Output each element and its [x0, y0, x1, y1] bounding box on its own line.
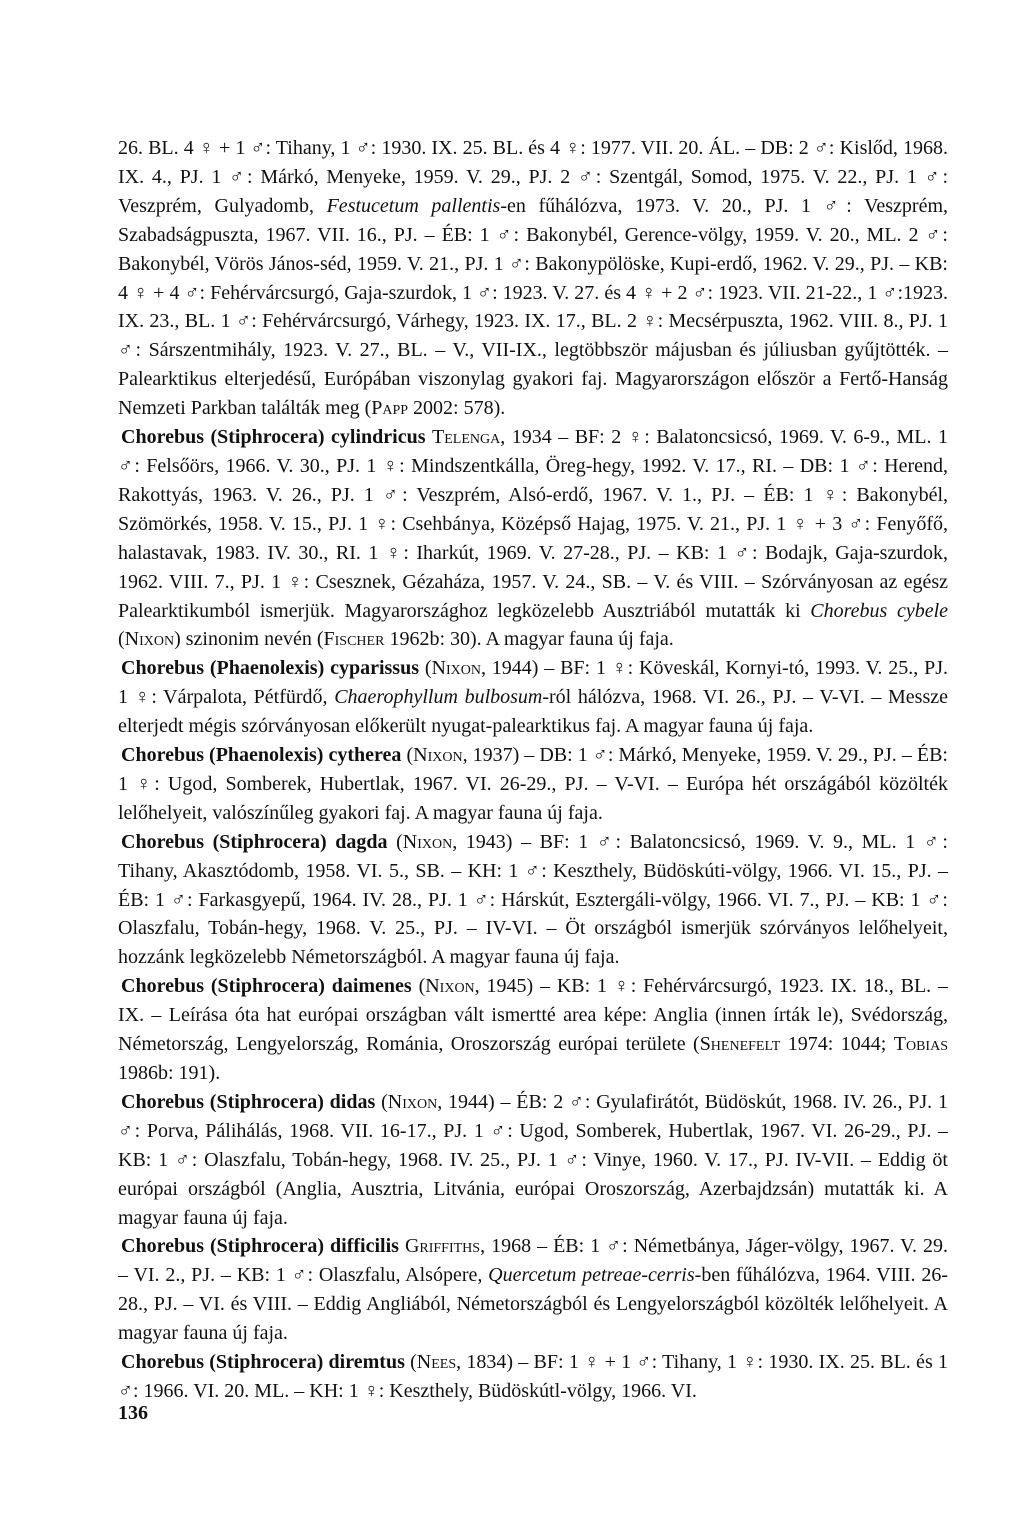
species-name: Chorebus (Phaenolexis) cytherea [121, 744, 402, 767]
text-run: 2002: 578). [408, 397, 506, 420]
author-name: Nixon [124, 628, 175, 651]
text-run: ) szinonim nevén ( [174, 628, 324, 651]
species-name: Chorebus (Stiphrocera) dagda [121, 830, 388, 853]
text-run: 1974: 1044; [780, 1033, 894, 1056]
text-run: ( [419, 657, 432, 680]
text-run: , 1937) – DB: 1 ♂: Márkó, Menyeke, 1959. V. 29., PJ. – ÉB: 1 ♀: Ugod, Somberek, Hubertlak, 1967. VI. 26-29., PJ. – V-VI. – Európa hét országából közölték lelőhelyeit, valószínűleg gyakori faj. A magyar fauna új faja. [118, 744, 948, 824]
text-run: , 1945) – KB: 1 ♀: Fehérvárcsurgó, 1923. IX. 18., BL. – IX. – Leírása óta hat európai országban vált ismertté area képe: Anglia (innen írták le), Svédország, Németország, Lengyelország, Románia, Oroszország európai területe ( [118, 975, 948, 1056]
species-entry [118, 972, 948, 1088]
text-run: ( [401, 744, 414, 767]
author-name: Papp [371, 397, 409, 420]
species-entry [118, 1088, 948, 1233]
italic-term: Chaerophyllum bulbosum [334, 686, 543, 709]
text-run: , 1944) – BF: 1 ♀: Köveskál, Kornyi-tó, 1993. V. 25., PJ. 1 ♀: Várpalota, Pétfürdő, [118, 657, 948, 709]
species-name: Chorebus (Stiphrocera) diremtus [121, 1351, 405, 1374]
species-entry [118, 741, 948, 828]
text-run: , 1968 – ÉB: 1 ♂: Németbánya, Jáger-völgy, 1967. V. 29. – VI. 2., PJ. – KB: 1 ♂: Olaszfalu, Alsópere, [118, 1235, 949, 1287]
species-entry [118, 828, 948, 973]
text-run: 1986b: 191). [118, 1062, 221, 1084]
text-run: -en fűhálózva, 1973. V. 20., PJ. 1 ♂: Veszprém, Szabadságpuszta, 1967. VII. 16., PJ. – ÉB: 1 ♂: Bakonybél, Gerence-völgy, 1959. V. 20., ML. 2 ♂: Bakonybél, Vörös János-séd, 1959. V. 21., PJ. 1 ♂: Bakonypölöske, Kupi-erdő, 1962. V. 29., PJ. – KB: 4 ♀ + 4 ♂: Fehérvárcsurgó, Gaja-szurdok, 1 ♂: 1923. V. 27. és 4 ♀ + 2 ♂: 1923. VII. 21-22., 1 ♂:1923. IX. 23., BL. 1 ♂: Fehérvárcsurgó, Várhegy, 1923. IX. 17., BL. 2 ♀: Mecsérpuszta, 1962. VIII. 8., PJ. 1 ♂: Sárszentmihály, 1923. V. 27., BL. – V., VII-IX., legtöbbször májusban és júliusban gyűjtötték. – Palearktikus elterjedésű, Európában viszonylag gyakori faj. Magyarországon először a Fertő-Hanság Nemzeti Parkban találták meg ( [118, 194, 949, 420]
species-entry [118, 423, 948, 654]
author-name: Fischer [323, 628, 385, 651]
text-run: -ben fűhálózva, 1964. VIII. 26-28., PJ. – VI. és VIII. – Eddig Angliából, Németországból és Lengyelországból közölték lelőhelyeit. A magyar fauna új faja. [118, 1264, 948, 1345]
author-name: Nixon [431, 657, 481, 680]
author-name: Nees [416, 1351, 457, 1374]
author-name: Tobias [893, 1033, 948, 1056]
author-name: Nixon [387, 1090, 438, 1113]
text-run: 1962b: 30). A magyar fauna új faja. [384, 628, 674, 651]
species-entry [118, 1232, 948, 1348]
italic-term: Quercetum petreae-cerris [488, 1264, 695, 1287]
text-run: ( [375, 1090, 388, 1113]
species-name: Chorebus (Stiphrocera) cylindricus [121, 426, 426, 449]
text-run: ( [411, 975, 426, 998]
author-name: Nixon [402, 830, 453, 853]
italic-term: Festucetum pallentis [326, 194, 501, 217]
text-run: , 1944) – ÉB: 2 ♂: Gyulafirátót, Büdöskút, 1968. IV. 26., PJ. 1 ♂: Porva, Pálihálás, 1968. VII. 16-17., PJ. 1 ♂: Ugod, Somberek, Hubertlak, 1967. VI. 26-29., PJ. – KB: 1 ♂: Olaszfalu, Tobán-hegy, 1968. IV. 25., PJ. 1 ♂: Vinye, 1960. V. 17., PJ. IV-VII. – Eddig öt európai országból (Anglia, Ausztria, Litvánia, európai Oroszország, Azerbajdzsán) mutatták ki. A magyar fauna új faja. [118, 1090, 948, 1229]
author-name: Telenga [432, 426, 501, 449]
text-run: ( [118, 628, 125, 651]
page-number: 136 [118, 1402, 148, 1424]
author-name: Nixon [425, 975, 475, 998]
text-run: , 1934 – BF: 2 ♀: Balatoncsicsó, 1969. V. 6-9., ML. 1 ♂: Felsőörs, 1966. V. 30., PJ. 1 ♀: Mindszentkálla, Öreg-hegy, 1992. V. 17., RI. – DB: 1 ♂: Herend, Rakottyás, 1963. V. 26., PJ. 1 ♂: Veszprém, Alsó-erdő, 1967. V. 1., PJ. – ÉB: 1 ♀: Bakonybél, Szömörkés, 1958. V. 15., PJ. 1 ♀: Csehbánya, Középső Hajag, 1975. V. 21., PJ. 1 ♀ + 3 ♂: Fenyőfő, halastavak, 1983. IV. 30., RI. 1 ♀: Iharkút, 1969. V. 27-28., PJ. – KB: 1 ♂: Bodajk, Gaja-szurdok, 1962. VIII. 7., PJ. 1 ♀: Csesznek, Gézaháza, 1957. V. 24., SB. – V. és VIII. – Szórványosan az egész Palearktikumból ismerjük. Magyarországhoz legközelebb Ausztriából mutatták ki [118, 426, 949, 622]
species-name: Chorebus (Phaenolexis) cyparissus [121, 657, 419, 680]
species-name: Chorebus (Stiphrocera) didas [121, 1090, 376, 1113]
continuation-paragraph [118, 134, 948, 423]
species-name: Chorebus (Stiphrocera) daimenes [121, 975, 412, 998]
species-name: Chorebus (Stiphrocera) difficilis [121, 1235, 399, 1258]
italic-term: Chorebus cybele [810, 599, 949, 622]
text-run: , 1834) – BF: 1 ♀ + 1 ♂: Tihany, 1 ♀: 1930. IX. 25. BL. és 1 ♂: 1966. VI. 20. ML. – KH: 1 ♀: Keszthely, Büdöskútl-völgy, 1966. VI. [118, 1351, 948, 1402]
species-entry [118, 1348, 948, 1406]
species-entry [118, 654, 948, 741]
author-name: Nixon [413, 744, 463, 767]
author-name: Shenefelt [699, 1033, 781, 1056]
text-run: 26. BL. 4 ♀ + 1 ♂: Tihany, 1 ♂: 1930. IX. 25. BL. és 4 ♀: 1977. VII. 20. ÁL. – DB: 2 ♂: Kislőd, 1968. IX. 4., PJ. 1 ♂: Márkó, Menyeke, 1959. V. 29., PJ. 2 ♂: Szentgál, Somod, 1975. V. 22., PJ. 1 ♂: Veszprém, Gulyadomb, [118, 137, 948, 217]
text-run: , 1943) – BF: 1 ♂: Balatoncsicsó, 1969. V. 9., ML. 1 ♂: Tihany, Akasztódomb, 1958. VI. 5., SB. – KH: 1 ♂: Keszthely, Büdöskúti-völgy, 1966. VI. 15., PJ. – ÉB: 1 ♂: Farkasgyepű, 1964. IV. 28., PJ. 1 ♂: Hárskút, Esztergáli-völgy, 1966. VI. 7., PJ. – KB: 1 ♂: Olaszfalu, Tobán-hegy, 1968. V. 25., PJ. – IV-VI. – Öt országból ismerjük szórványos lelőhelyeit, hozzánk legközelebb Németországból. A magyar fauna új faja. [118, 830, 948, 969]
author-name: Griffiths [404, 1235, 481, 1258]
body-text [118, 134, 948, 1406]
text-run: ( [387, 830, 403, 853]
text-run: ( [404, 1351, 417, 1374]
text-run: -ról hálózva, 1968. VI. 26., PJ. – V-VI. – Messze elterjedt mégis szórványosan előkerült nyugat-palearktikus faj. A magyar fauna új faja. [118, 686, 948, 738]
